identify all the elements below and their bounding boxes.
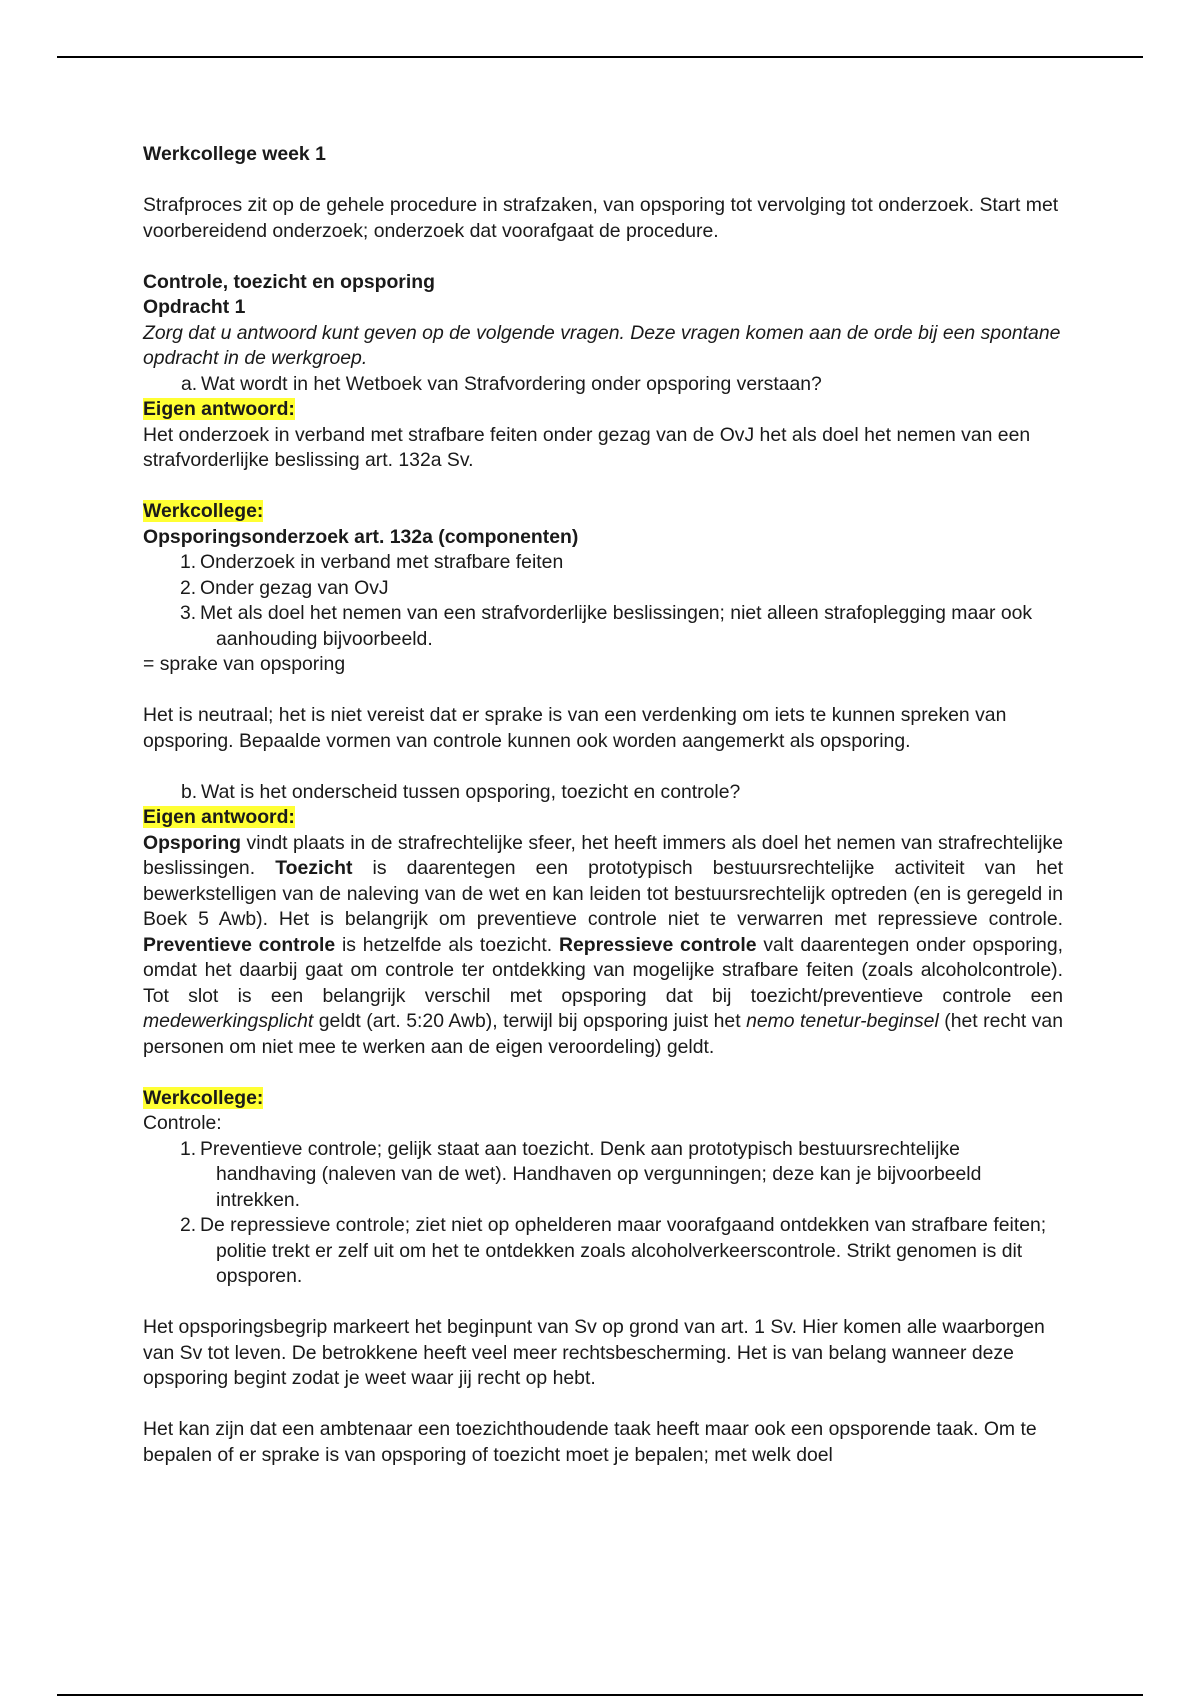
question-a-label: a. bbox=[181, 372, 198, 395]
top-border-line bbox=[57, 56, 1143, 58]
own-answer-label-a: Eigen antwoord: bbox=[143, 398, 295, 420]
section-heading: Controle, toezicht en opsporing bbox=[143, 270, 435, 293]
question-b bbox=[143, 780, 1063, 806]
assignment-heading: Opdracht 1 bbox=[143, 296, 246, 318]
assignment-instruction: Zorg dat u antwoord kunt geven op de volgende vragen. Deze vragen komen aan de orde bij een spontane opdracht in de werkgroep. bbox=[143, 321, 1061, 369]
wc1-heading: Opsporingsonderzoek art. 132a (componenten) bbox=[143, 525, 579, 548]
list-item: 2. De repressieve controle; ziet niet op ophelderen maar voorafgaand ontdekken van strafbare feiten; politie trekt er zelf uit om het te ontdekken zoals alcoholverkeerscontrole. Strikt genomen is dit opsporen. bbox=[180, 1214, 1047, 1287]
wc2-paragraph-2: Het kan zijn dat een ambtenaar een toezichthoudende taak heeft maar ook een opsporende taak. Om te bepalen of er sprake is van opsporing of toezicht moet je bepalen; met welk doel bbox=[143, 1418, 1037, 1466]
question-a-text: Wat wordt in het Wetboek van Strafvordering onder opsporing verstaan? bbox=[201, 372, 822, 395]
werkcollege-label-1: Werkcollege: bbox=[143, 500, 264, 522]
answer-a: Het onderzoek in verband met strafbare feiten onder gezag van de OvJ het als doel het nemen van een strafvorderlijke beslissing art. 132a Sv. bbox=[143, 423, 1031, 471]
bottom-border-line bbox=[57, 1694, 1143, 1696]
list-item: 3. Met als doel het nemen van een strafvorderlijke beslissingen; niet alleen strafoplegging maar ook aanhouding bijvoorbeeld. bbox=[180, 602, 1033, 650]
own-answer-label-b: Eigen antwoord: bbox=[143, 806, 295, 828]
werkcollege-label-2: Werkcollege: bbox=[143, 1086, 264, 1109]
list-item: 2. Onder gezag van OvJ bbox=[180, 576, 389, 599]
wc1-paragraph: Het is neutraal; het is niet vereist dat er sprake is van een verdenking om iets te kunnen spreken van opsporing. Bepaalde vormen van controle kunnen ook worden aangemerkt als opsporing. bbox=[143, 704, 1007, 752]
list-item: 1. Preventieve controle; gelijk staat aan toezicht. Denk aan prototypisch bestuursrechtelijke handhaving (naleven van de wet). Handhaven op vergunningen; deze kan je bijvoorbeeld intrekken. bbox=[180, 1137, 982, 1211]
question-a bbox=[143, 372, 1063, 398]
wc2-paragraph-1: Het opsporingsbegrip markeert het beginpunt van Sv op grond van art. 1 Sv. Hier komen alle waarborgen van Sv tot leven. De betrokkene heeft veel meer rechtsbescherming. Het is van belang wanneer deze opsporing begint zodat je weet waar jij recht op hebt. bbox=[143, 1316, 1045, 1389]
wc1-conclusion: = sprake van opsporing bbox=[143, 653, 346, 675]
page-title: Werkcollege week 1 bbox=[143, 143, 326, 165]
answer-b: Opsporing vindt plaats in de strafrechtelijke sfeer, het heeft immers als doel het nemen van strafrechtelijke beslissingen. Toezicht is daarentegen een prototypisch bestuursrechtelijke activiteit van het bewerkstelligen van de naleving van de wet en kan leiden tot bestuursrechtelijk optreden (en is geregeld in Boek 5 Awb). Het is belangrijk om preventieve controle niet te verwarren met repressieve controle. Preventieve controle is hetzelfde als toezicht. Repressieve controle valt daarentegen onder opsporing, omdat het daarbij gaat om controle ter ontdekking van mogelijke strafbare feiten (zoals alcoholcontrole). Tot slot is een belangrijk verschil met opsporing dat bij toezicht/preventieve controle een medewerkingsplicht geldt (art. 5:20 Awb), terwijl bij opsporing juist het nemo tenetur-beginsel (het recht van personen om niet mee te werken aan de eigen veroordeling) geldt. bbox=[143, 831, 1063, 1058]
question-b-label: b. bbox=[181, 780, 198, 803]
wc1-list bbox=[143, 550, 1063, 652]
wc2-list bbox=[143, 1137, 1063, 1290]
question-b-text: Wat is het onderscheid tussen opsporing, toezicht en controle? bbox=[201, 780, 741, 803]
list-item: 1. Onderzoek in verband met strafbare feiten bbox=[180, 551, 564, 573]
intro-paragraph: Strafproces zit op de gehele procedure in strafzaken, van opsporing tot vervolging tot onderzoek. Start met voorbereidend onderzoek; onderzoek dat voorafgaat de procedure. bbox=[143, 194, 1059, 242]
document-body bbox=[143, 142, 1063, 1468]
wc2-heading: Controle: bbox=[143, 1112, 222, 1134]
